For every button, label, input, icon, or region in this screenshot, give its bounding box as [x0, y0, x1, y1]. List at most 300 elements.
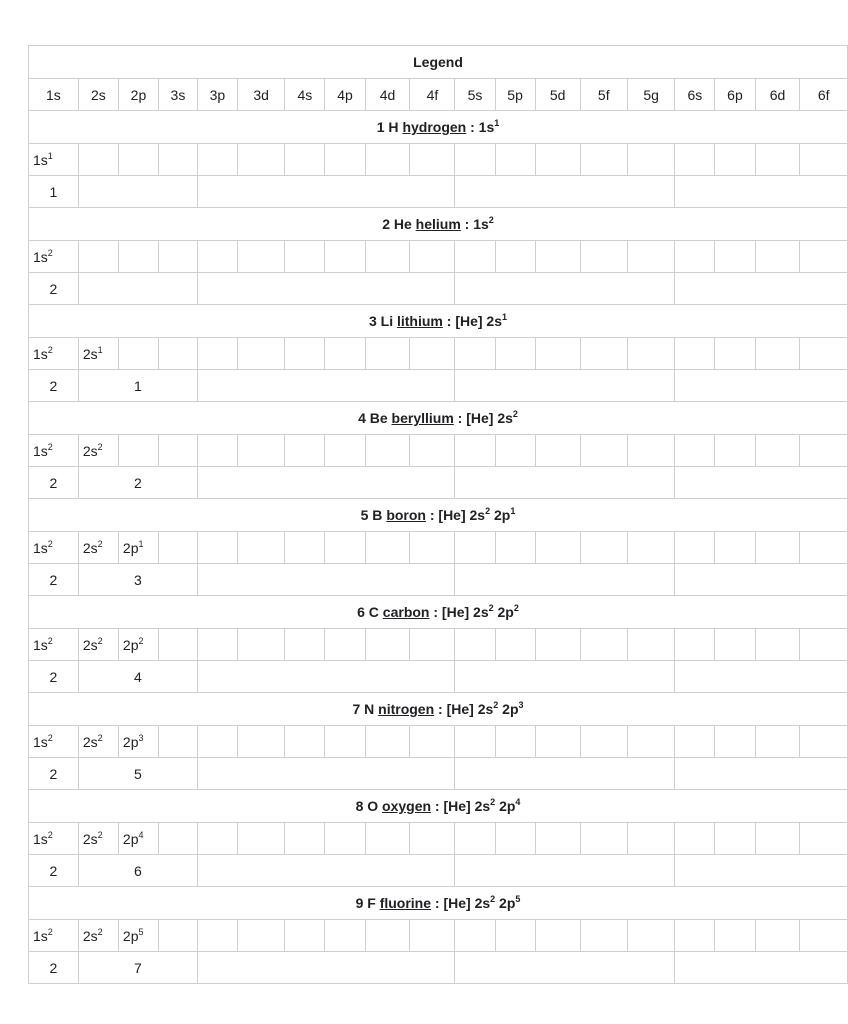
- element-configuration: : [He] 2s: [431, 798, 491, 814]
- shell-count-cell: [197, 661, 455, 693]
- orbital-cell: [675, 532, 715, 564]
- shell-count-cell: 6: [78, 855, 197, 887]
- shell-count-cell: 2: [29, 467, 79, 499]
- config-superscript: 2: [513, 603, 519, 613]
- orbital-header-cell: 2p: [118, 79, 158, 111]
- element-number-symbol: 6 C: [357, 604, 383, 620]
- orbital-cell: $2s^2$: [78, 920, 118, 952]
- shell-count-cell: [197, 467, 455, 499]
- orbital-cell: [237, 338, 284, 370]
- shell-count-row: [29, 758, 848, 790]
- electron-count: 2: [47, 829, 53, 840]
- orbital-cell: [78, 144, 118, 176]
- orbital-header-cell: 1s: [29, 79, 79, 111]
- electron-count: 2: [138, 635, 144, 646]
- orbital-cell: [365, 532, 410, 564]
- orbital-cell: [325, 629, 365, 661]
- electron-count: 3: [138, 732, 144, 743]
- orbital-cell: [118, 241, 158, 273]
- shell-count-cell: 1: [78, 370, 197, 402]
- orbital-cell: [800, 823, 848, 855]
- shell-count-cell: [675, 176, 848, 208]
- orbital-cell: [495, 532, 535, 564]
- shell-count-cell: 5: [78, 758, 197, 790]
- orbital-cell: [159, 823, 198, 855]
- shell-count-row: [29, 855, 848, 887]
- orbital-occupancy-row: [29, 241, 848, 273]
- orbital-cell: [285, 629, 325, 661]
- shell-count-cell: [78, 273, 197, 305]
- orbital-cell: [627, 144, 674, 176]
- orbital-cell: [627, 338, 674, 370]
- orbital-cell: [410, 726, 455, 758]
- electron-count: 2: [97, 829, 103, 840]
- orbital-cell: [325, 532, 365, 564]
- element-name-link[interactable]: fluorine: [379, 895, 432, 911]
- config-superscript: 2: [490, 894, 496, 904]
- orbital-cell: [455, 532, 495, 564]
- orbital-cell: [197, 532, 237, 564]
- orbital-cell: $2p^2$: [118, 629, 158, 661]
- shell-count-cell: [455, 758, 675, 790]
- orbital-header-cell: 5g: [627, 79, 674, 111]
- electron-count: 2: [47, 344, 53, 355]
- orbital-cell: [535, 920, 580, 952]
- orbital-cell: $1s^2$: [29, 241, 79, 273]
- orbital-cell: [675, 338, 715, 370]
- orbital-cell: [159, 241, 198, 273]
- shell-count-row: [29, 176, 848, 208]
- orbital-cell: [627, 241, 674, 273]
- orbital-cell: [495, 241, 535, 273]
- electron-count: 2: [47, 926, 53, 937]
- shell-count-cell: 2: [29, 855, 79, 887]
- orbital-cell: [580, 823, 627, 855]
- orbital-cell: [580, 241, 627, 273]
- orbital-cell: $2p^3$: [118, 726, 158, 758]
- shell-count-cell: [675, 661, 848, 693]
- config-superscript: 1: [510, 506, 516, 516]
- orbital-cell: [455, 920, 495, 952]
- orbital-cell: [675, 823, 715, 855]
- orbital-cell: [285, 726, 325, 758]
- orbital-cell: [159, 920, 198, 952]
- orbital-cell: [495, 629, 535, 661]
- orbital-cell: [580, 532, 627, 564]
- electron-count: 1: [138, 538, 144, 549]
- orbital-cell: [159, 338, 198, 370]
- orbital-cell: [535, 435, 580, 467]
- orbital-cell: [715, 726, 755, 758]
- orbital-cell: [237, 629, 284, 661]
- orbital-cell: [455, 629, 495, 661]
- orbital-cell: [237, 823, 284, 855]
- orbital-cell: [535, 338, 580, 370]
- orbital-cell: [237, 532, 284, 564]
- orbital-cell: [365, 241, 410, 273]
- shell-count-row: [29, 370, 848, 402]
- orbital-cell: [365, 920, 410, 952]
- shell-count-row: [29, 467, 848, 499]
- orbital-cell: [755, 629, 800, 661]
- orbital-cell: [535, 629, 580, 661]
- orbital-cell: [535, 823, 580, 855]
- element-title-row: [29, 499, 848, 532]
- shell-count-cell: 2: [29, 758, 79, 790]
- orbital-cell: [800, 435, 848, 467]
- orbital-cell: [237, 241, 284, 273]
- config-superscript: 1: [502, 312, 508, 322]
- orbital-header-cell: 5s: [455, 79, 495, 111]
- shell-count-cell: [455, 661, 675, 693]
- shell-count-cell: [455, 467, 675, 499]
- orbital-cell: $2s^2$: [78, 726, 118, 758]
- orbital-cell: [118, 144, 158, 176]
- element-name-link[interactable]: oxygen: [382, 798, 432, 814]
- orbital-cell: [159, 435, 198, 467]
- orbital-cell: [455, 338, 495, 370]
- orbital-header-cell: 5f: [580, 79, 627, 111]
- element-configuration: : 1s: [460, 216, 489, 232]
- shell-count-cell: [675, 467, 848, 499]
- orbital-cell: [715, 823, 755, 855]
- orbital-cell: [675, 144, 715, 176]
- orbital-cell: [325, 726, 365, 758]
- orbital-cell: [365, 823, 410, 855]
- orbital-cell: [197, 726, 237, 758]
- orbital-cell: [675, 726, 715, 758]
- orbital-cell: [197, 823, 237, 855]
- shell-count-cell: 4: [78, 661, 197, 693]
- element-name-link[interactable]: helium: [415, 216, 461, 232]
- electron-count: 2: [47, 538, 53, 549]
- orbital-cell: [755, 726, 800, 758]
- shell-count-cell: [197, 176, 455, 208]
- orbital-cell: [715, 435, 755, 467]
- legend-row: [29, 46, 848, 79]
- shell-count-cell: [455, 370, 675, 402]
- orbital-cell: [410, 532, 455, 564]
- element-number-symbol: 1 H: [376, 119, 403, 135]
- orbital-cell: [675, 435, 715, 467]
- config-superscript: 3: [518, 700, 524, 710]
- config-superscript: 1: [494, 118, 500, 128]
- orbital-occupancy-row: [29, 823, 848, 855]
- shell-count-cell: [675, 758, 848, 790]
- orbital-cell: [800, 338, 848, 370]
- orbital-cell: [197, 629, 237, 661]
- orbital-header-cell: 6p: [715, 79, 755, 111]
- electron-count: 2: [97, 441, 103, 452]
- orbital-cell: [800, 241, 848, 273]
- element-title: [29, 499, 848, 532]
- shell-count-cell: [455, 952, 675, 984]
- shell-count-cell: 2: [29, 661, 79, 693]
- element-name-link[interactable]: nitrogen: [378, 701, 435, 717]
- element-title: [29, 693, 848, 726]
- shell-count-cell: [197, 370, 455, 402]
- orbital-cell: [325, 435, 365, 467]
- orbital-cell: [800, 726, 848, 758]
- electron-count: 2: [97, 635, 103, 646]
- element-title-row: [29, 887, 848, 920]
- shell-count-cell: 2: [29, 952, 79, 984]
- config-superscript: 4: [515, 797, 521, 807]
- orbital-header-cell: 3s: [159, 79, 198, 111]
- config-superscript: 2: [493, 700, 499, 710]
- electron-configuration-table: [28, 45, 848, 984]
- shell-count-cell: [455, 273, 675, 305]
- orbital-cell: [715, 144, 755, 176]
- orbital-header-cell: 6d: [755, 79, 800, 111]
- element-name-link[interactable]: hydrogen: [402, 119, 467, 135]
- element-configuration: : [He] 2s: [425, 507, 486, 523]
- orbital-cell: $1s^2$: [29, 532, 79, 564]
- orbital-cell: [410, 241, 455, 273]
- orbital-cell: [715, 532, 755, 564]
- orbital-cell: [118, 435, 158, 467]
- element-title-row: [29, 208, 848, 241]
- orbital-occupancy-row: [29, 338, 848, 370]
- orbital-cell: $2p^5$: [118, 920, 158, 952]
- element-name-link[interactable]: lithium: [396, 313, 443, 329]
- orbital-cell: $2s^2$: [78, 823, 118, 855]
- orbital-cell: [455, 823, 495, 855]
- shell-count-cell: [455, 176, 675, 208]
- electron-count: 2: [47, 732, 53, 743]
- orbital-cell: [495, 338, 535, 370]
- orbital-cell: $1s^2$: [29, 338, 79, 370]
- orbital-header-cell: 5d: [535, 79, 580, 111]
- element-configuration: : [He] 2s: [442, 313, 502, 329]
- shell-count-row: [29, 661, 848, 693]
- orbital-cell: $2p^1$: [118, 532, 158, 564]
- orbital-cell: [325, 241, 365, 273]
- orbital-cell: [580, 920, 627, 952]
- orbital-cell: [455, 726, 495, 758]
- orbital-cell: [627, 823, 674, 855]
- config-superscript: 5: [515, 894, 521, 904]
- orbital-cell: [365, 144, 410, 176]
- orbital-cell: [159, 726, 198, 758]
- element-number-symbol: 5 B: [360, 507, 387, 523]
- orbital-occupancy-row: [29, 726, 848, 758]
- element-number-symbol: 3 Li: [368, 313, 397, 329]
- shell-count-cell: [675, 564, 848, 596]
- orbital-cell: [365, 726, 410, 758]
- shell-count-cell: 2: [78, 467, 197, 499]
- orbital-cell: [535, 726, 580, 758]
- orbital-cell: [800, 532, 848, 564]
- electron-count: 1: [97, 344, 103, 355]
- electron-count: 4: [138, 829, 144, 840]
- element-title: [29, 208, 848, 241]
- orbital-cell: [755, 435, 800, 467]
- orbital-cell: [715, 920, 755, 952]
- orbital-cell: [535, 144, 580, 176]
- orbital-cell: [715, 241, 755, 273]
- orbital-header-cell: 2s: [78, 79, 118, 111]
- shell-count-cell: 2: [29, 273, 79, 305]
- orbital-header-cell: 4p: [325, 79, 365, 111]
- orbital-cell: [197, 241, 237, 273]
- orbital-cell: [495, 823, 535, 855]
- element-configuration: : [He] 2s: [434, 701, 494, 717]
- element-title: [29, 305, 848, 338]
- orbital-header-cell: 6s: [675, 79, 715, 111]
- orbital-cell: [800, 629, 848, 661]
- orbital-cell: [285, 532, 325, 564]
- orbital-cell: [755, 920, 800, 952]
- element-configuration: : [He] 2s: [429, 604, 489, 620]
- orbital-cell: [197, 144, 237, 176]
- orbital-occupancy-row: [29, 629, 848, 661]
- shell-count-cell: 2: [29, 564, 79, 596]
- orbital-cell: [325, 920, 365, 952]
- config-rest: 2p: [495, 895, 516, 911]
- orbital-cell: [410, 338, 455, 370]
- shell-count-cell: [197, 952, 455, 984]
- orbital-header-cell: 6f: [800, 79, 848, 111]
- orbital-cell: [535, 532, 580, 564]
- orbital-cell: [580, 338, 627, 370]
- orbital-cell: [118, 338, 158, 370]
- config-superscript: 2: [512, 409, 518, 419]
- orbital-occupancy-row: [29, 920, 848, 952]
- orbital-cell: [455, 144, 495, 176]
- orbital-header-cell: 3p: [197, 79, 237, 111]
- element-number-symbol: 9 F: [355, 895, 380, 911]
- orbital-cell: [580, 629, 627, 661]
- config-rest: 2p: [495, 798, 516, 814]
- shell-count-cell: [78, 176, 197, 208]
- shell-count-row: [29, 564, 848, 596]
- electron-count: 2: [97, 732, 103, 743]
- orbital-cell: [285, 920, 325, 952]
- orbital-cell: $2s^2$: [78, 532, 118, 564]
- element-title-row: [29, 596, 848, 629]
- orbital-cell: [800, 144, 848, 176]
- orbital-cell: [365, 338, 410, 370]
- orbital-cell: [715, 629, 755, 661]
- element-configuration: : 1s: [466, 119, 495, 135]
- shell-count-cell: 7: [78, 952, 197, 984]
- orbital-cell: [495, 435, 535, 467]
- orbital-occupancy-row: [29, 435, 848, 467]
- orbital-cell: [237, 144, 284, 176]
- element-title: [29, 790, 848, 823]
- orbital-cell: $1s^1$: [29, 144, 79, 176]
- orbital-cell: [410, 823, 455, 855]
- shell-count-cell: [455, 564, 675, 596]
- electron-count: 1: [47, 150, 53, 161]
- orbital-cell: [580, 726, 627, 758]
- orbital-cell: $2p^4$: [118, 823, 158, 855]
- orbital-cell: $2s^2$: [78, 435, 118, 467]
- orbital-cell: [675, 920, 715, 952]
- orbital-cell: [159, 532, 198, 564]
- element-name-link[interactable]: boron: [386, 507, 426, 523]
- element-title-row: [29, 693, 848, 726]
- config-rest: 2p: [498, 701, 519, 717]
- orbital-cell: [627, 629, 674, 661]
- orbital-cell: [455, 241, 495, 273]
- config-superscript: 2: [488, 603, 494, 613]
- orbital-cell: [495, 726, 535, 758]
- shell-count-cell: [197, 855, 455, 887]
- orbital-cell: [755, 144, 800, 176]
- orbital-cell: [285, 338, 325, 370]
- shell-count-cell: 1: [29, 176, 79, 208]
- element-number-symbol: 4 Be: [358, 410, 392, 426]
- orbital-cell: [237, 726, 284, 758]
- orbital-cell: $2s^1$: [78, 338, 118, 370]
- shell-count-cell: [197, 273, 455, 305]
- shell-count-cell: [675, 273, 848, 305]
- orbital-cell: [197, 920, 237, 952]
- element-title: [29, 402, 848, 435]
- shell-count-cell: 2: [29, 370, 79, 402]
- element-title-row: [29, 305, 848, 338]
- orbital-cell: [535, 241, 580, 273]
- orbital-cell: [495, 144, 535, 176]
- orbital-header-cell: 4s: [285, 79, 325, 111]
- config-superscript: 2: [488, 215, 494, 225]
- orbital-cell: [237, 920, 284, 952]
- orbital-header-cell: 5p: [495, 79, 535, 111]
- orbital-header-cell: 3d: [237, 79, 284, 111]
- orbital-cell: [285, 241, 325, 273]
- electron-count: 2: [47, 441, 53, 452]
- element-title-row: [29, 402, 848, 435]
- orbital-header-cell: 4d: [365, 79, 410, 111]
- orbital-cell: [237, 435, 284, 467]
- element-title-row: [29, 111, 848, 144]
- shell-count-row: [29, 952, 848, 984]
- orbital-cell: [365, 435, 410, 467]
- orbital-cell: $1s^2$: [29, 823, 79, 855]
- element-name-link[interactable]: beryllium: [391, 410, 454, 426]
- orbital-cell: [455, 435, 495, 467]
- orbital-cell: $2s^2$: [78, 629, 118, 661]
- orbital-cell: [627, 920, 674, 952]
- element-name-link[interactable]: carbon: [382, 604, 430, 620]
- config-superscript: 2: [490, 797, 496, 807]
- electron-count: 2: [47, 635, 53, 646]
- orbital-cell: [285, 435, 325, 467]
- orbital-occupancy-row: [29, 532, 848, 564]
- orbital-cell: [627, 726, 674, 758]
- element-title-row: [29, 790, 848, 823]
- orbital-header-row: [29, 79, 848, 111]
- orbital-cell: [627, 435, 674, 467]
- orbital-cell: [755, 241, 800, 273]
- orbital-cell: $1s^2$: [29, 920, 79, 952]
- orbital-cell: [365, 629, 410, 661]
- orbital-cell: [285, 823, 325, 855]
- orbital-cell: [197, 338, 237, 370]
- orbital-cell: [410, 435, 455, 467]
- config-rest: 2p: [490, 507, 511, 523]
- orbital-cell: [675, 629, 715, 661]
- orbital-occupancy-row: [29, 144, 848, 176]
- orbital-cell: [325, 338, 365, 370]
- orbital-cell: [159, 144, 198, 176]
- shell-count-row: [29, 273, 848, 305]
- element-number-symbol: 7 N: [352, 701, 379, 717]
- orbital-cell: [78, 241, 118, 273]
- orbital-cell: [197, 435, 237, 467]
